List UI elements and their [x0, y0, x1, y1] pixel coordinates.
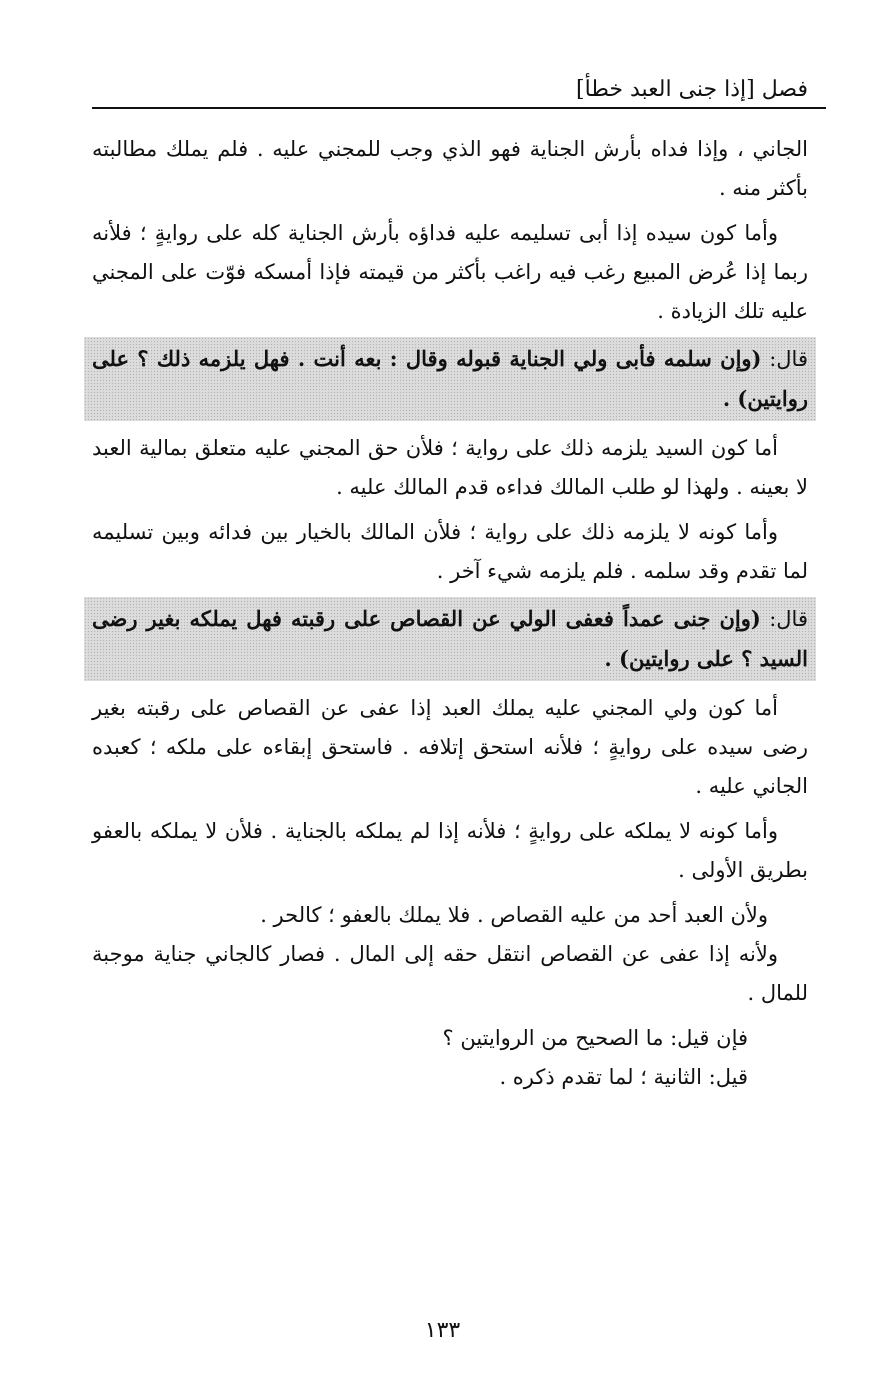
paragraph-2: وأما كون سيده إذا أبى تسليمه عليه فداؤه بأرش الجناية كله على روايةٍ ؛ فلأنه ربما إذا عُرض المبيع رغب فيه راغب بأكثر من قيمته فإذا أمسكه فوّت على المجني عليه تلك الزيادة .	[92, 221, 808, 323]
header-divider	[92, 107, 826, 109]
running-header	[92, 74, 808, 110]
page-number: ١٣٣	[424, 1318, 461, 1343]
paragraph-5: أما كون ولي المجني عليه يملك العبد إذا عفى عن القصاص على رقبته بغير رضى سيده على روايةٍ ؛ فلأنه استحق إتلافه . فاستحق إبقاءه على ملكه ؛ كعبده الجاني عليه .	[92, 696, 808, 798]
paragraph-8: ولأنه إذا عفى عن القصاص انتقل حقه إلى المال . فصار كالجاني جناية موجبة للمال .	[92, 942, 808, 1005]
paragraph-9: فإن قيل: ما الصحيح من الروايتين ؟	[442, 1026, 748, 1050]
shaded-quote-1	[84, 337, 816, 421]
paragraph-10: قيل: الثانية ؛ لما تقدم ذكره .	[499, 1065, 748, 1089]
page-body	[92, 130, 808, 1097]
chapter-title: فصل [إذا جنى العبد خطأ]	[576, 77, 808, 102]
paragraph-3: أما كون السيد يلزمه ذلك على رواية ؛ فلأن حق المجني عليه متعلق بمالية العبد لا بعينه . ولهذا لو طلب المالك فداءه قدم المالك عليه .	[92, 436, 808, 499]
paragraph-1: الجاني ، وإذا فداه بأرش الجناية فهو الذي وجب للمجني عليه . فلم يملك مطالبته بأكثر منه .	[92, 137, 808, 200]
paragraph-6: وأما كونه لا يملكه على روايةٍ ؛ فلأنه إذا لم يملكه بالجناية . فلأن لا يملكه بالعفو بطريق الأولى .	[92, 819, 808, 882]
paragraph-4: وأما كونه لا يلزمه ذلك على رواية ؛ فلأن المالك بالخيار بين فدائه وبين تسليمه لما تقدم وقد سلمه . فلم يلزمه شيء آخر .	[92, 520, 808, 583]
quote-lead-1: قال:	[761, 347, 808, 371]
paragraph-7: ولأن العبد أحد من عليه القصاص . فلا يملك بالعفو ؛ كالحر .	[260, 903, 768, 927]
quote-lead-2: قال:	[760, 607, 808, 631]
quote-text-1: (وإن سلمه فأبى ولي الجناية قبوله وقال : بعه أنت . فهل يلزمه ذلك ؟ على روايتين) .	[92, 346, 808, 411]
quote-text-2: (وإن جنى عمداً فعفى الولي عن القصاص على رقبته فهل يملكه بغير رضى السيد ؟ على روايتين) .	[92, 606, 808, 671]
shaded-quote-2	[84, 597, 816, 681]
